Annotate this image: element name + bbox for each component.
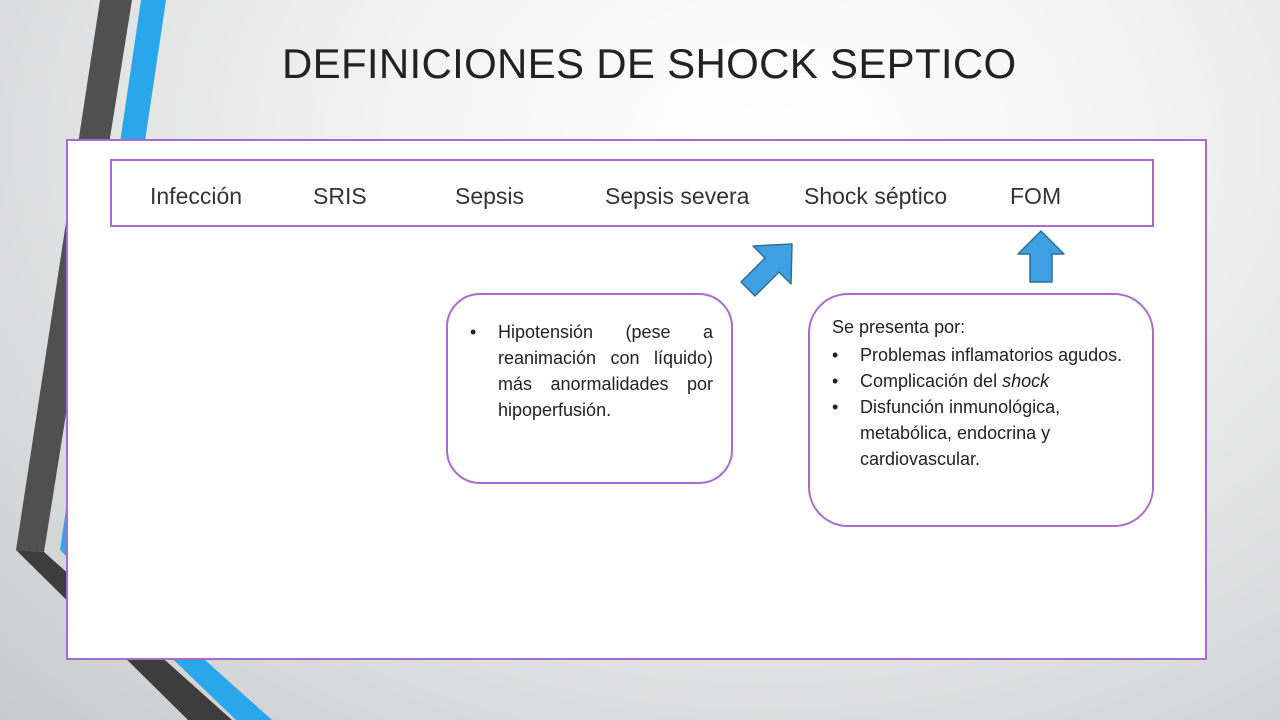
up-arrow-icon xyxy=(1012,228,1070,286)
septic-shock-bullet: • Hipotensión (pese a reanimación con líquido) más anormalidades por hipoperfusión. xyxy=(470,319,713,423)
diagonal-arrow-icon xyxy=(724,238,800,302)
stage-fom: FOM xyxy=(1010,183,1062,209)
stage-shock-septico: Shock séptico xyxy=(804,183,948,209)
fom-definition-box xyxy=(808,293,1154,527)
stage-infeccion: Infección xyxy=(150,183,243,209)
fom-intro: Se presenta por: xyxy=(832,317,966,337)
stage-sris: SRIS xyxy=(313,183,367,209)
fom-bullet-2 xyxy=(832,368,1138,394)
slide-title: DEFINICIONES DE SHOCK SEPTICO xyxy=(282,40,1017,87)
septic-shock-definition-box xyxy=(446,293,733,484)
fom-bullet-1: • Problemas inflamatorios agudos. xyxy=(832,342,1138,368)
fom-bullet-2-text: Complicación del xyxy=(860,371,1003,391)
stages-bar xyxy=(110,159,1154,227)
stage-sepsis: Sepsis xyxy=(455,183,525,209)
fom-bullet-2-italic: shock xyxy=(1002,371,1050,391)
fom-bullet-3: • Disfunción inmunológica, metabólica, endocrina y cardiovascular. xyxy=(832,394,1138,472)
stage-sepsis-severa: Sepsis severa xyxy=(605,183,750,209)
